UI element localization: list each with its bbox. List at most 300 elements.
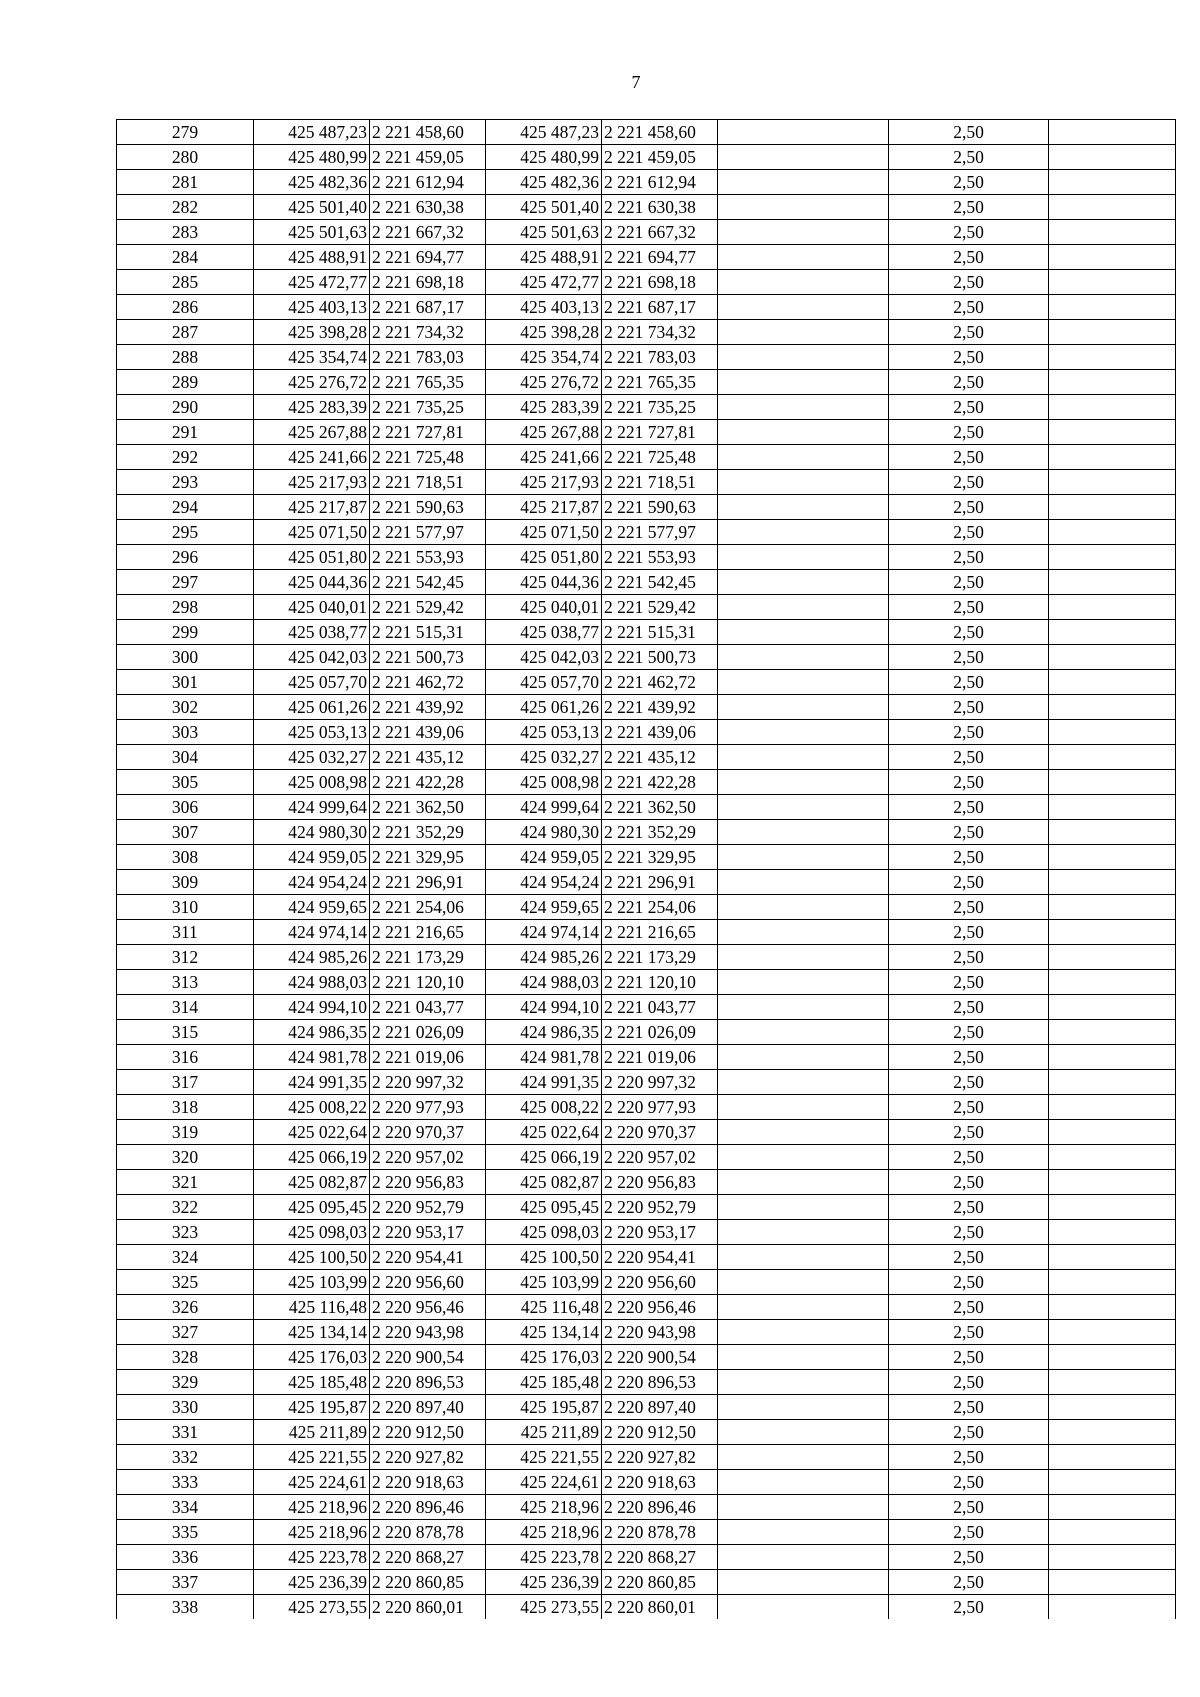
y-coordinate-cell: 2 221 553,93 (370, 545, 486, 570)
y-coordinate-cell: 2 220 970,37 (370, 1120, 486, 1145)
empty-cell (718, 1345, 889, 1370)
x-coordinate-cell: 425 501,40 (254, 195, 370, 220)
table-row (117, 1345, 1176, 1370)
y-coordinate-new-cell: 2 221 019,06 (602, 1045, 718, 1070)
empty-cell (718, 1545, 889, 1570)
y-coordinate-new-cell: 2 221 734,32 (602, 320, 718, 345)
accuracy-value-cell: 2,50 (889, 245, 1049, 270)
empty-cell (1049, 145, 1176, 170)
x-coordinate-new-cell: 425 482,36 (486, 170, 602, 195)
table-row (117, 770, 1176, 795)
y-coordinate-new-cell: 2 221 529,42 (602, 595, 718, 620)
empty-cell (718, 545, 889, 570)
y-coordinate-cell: 2 220 918,63 (370, 1470, 486, 1495)
x-coordinate-cell: 425 487,23 (254, 120, 370, 145)
x-coordinate-new-cell: 425 236,39 (486, 1570, 602, 1595)
x-coordinate-cell: 424 988,03 (254, 970, 370, 995)
empty-cell (718, 845, 889, 870)
x-coordinate-cell: 425 276,72 (254, 370, 370, 395)
x-coordinate-cell: 425 217,93 (254, 470, 370, 495)
x-coordinate-cell: 425 071,50 (254, 520, 370, 545)
x-coordinate-new-cell: 424 981,78 (486, 1045, 602, 1070)
x-coordinate-new-cell: 425 038,77 (486, 620, 602, 645)
table-row (117, 495, 1176, 520)
y-coordinate-cell: 2 221 727,81 (370, 420, 486, 445)
accuracy-value-cell: 2,50 (889, 1020, 1049, 1045)
y-coordinate-cell: 2 220 952,79 (370, 1195, 486, 1220)
coordinates-table (116, 119, 1176, 1619)
table-row (117, 870, 1176, 895)
x-coordinate-cell: 425 098,03 (254, 1220, 370, 1245)
y-coordinate-cell: 2 220 954,41 (370, 1245, 486, 1270)
table-row (117, 145, 1176, 170)
table-row (117, 370, 1176, 395)
y-coordinate-cell: 2 221 718,51 (370, 470, 486, 495)
empty-cell (718, 520, 889, 545)
empty-cell (1049, 1295, 1176, 1320)
y-coordinate-new-cell: 2 220 896,53 (602, 1370, 718, 1395)
y-coordinate-cell: 2 220 956,46 (370, 1295, 486, 1320)
accuracy-value-cell: 2,50 (889, 745, 1049, 770)
y-coordinate-cell: 2 221 329,95 (370, 845, 486, 870)
empty-cell (1049, 1070, 1176, 1095)
x-coordinate-new-cell: 425 066,19 (486, 1145, 602, 1170)
point-number-cell: 305 (117, 770, 254, 795)
point-number-cell: 336 (117, 1545, 254, 1570)
y-coordinate-cell: 2 221 515,31 (370, 620, 486, 645)
x-coordinate-cell: 425 032,27 (254, 745, 370, 770)
x-coordinate-new-cell: 424 985,26 (486, 945, 602, 970)
point-number-cell: 311 (117, 920, 254, 945)
point-number-cell: 289 (117, 370, 254, 395)
empty-cell (1049, 1395, 1176, 1420)
accuracy-value-cell: 2,50 (889, 120, 1049, 145)
x-coordinate-new-cell: 424 994,10 (486, 995, 602, 1020)
empty-cell (1049, 1595, 1176, 1620)
point-number-cell: 306 (117, 795, 254, 820)
empty-cell (1049, 745, 1176, 770)
table-row (117, 345, 1176, 370)
x-coordinate-new-cell: 425 103,99 (486, 1270, 602, 1295)
accuracy-value-cell: 2,50 (889, 1270, 1049, 1295)
empty-cell (718, 1570, 889, 1595)
empty-cell (718, 1370, 889, 1395)
empty-cell (1049, 1320, 1176, 1345)
point-number-cell: 298 (117, 595, 254, 620)
point-number-cell: 335 (117, 1520, 254, 1545)
coordinates-table-body (117, 120, 1176, 1620)
y-coordinate-cell: 2 221 687,17 (370, 295, 486, 320)
x-coordinate-new-cell: 424 988,03 (486, 970, 602, 995)
y-coordinate-new-cell: 2 221 590,63 (602, 495, 718, 520)
empty-cell (1049, 1545, 1176, 1570)
table-row (117, 1495, 1176, 1520)
x-coordinate-cell: 425 472,77 (254, 270, 370, 295)
x-coordinate-cell: 425 053,13 (254, 720, 370, 745)
point-number-cell: 310 (117, 895, 254, 920)
empty-cell (1049, 1195, 1176, 1220)
x-coordinate-new-cell: 425 057,70 (486, 670, 602, 695)
point-number-cell: 324 (117, 1245, 254, 1270)
empty-cell (718, 820, 889, 845)
y-coordinate-new-cell: 2 221 500,73 (602, 645, 718, 670)
point-number-cell: 315 (117, 1020, 254, 1045)
x-coordinate-new-cell: 425 042,03 (486, 645, 602, 670)
point-number-cell: 308 (117, 845, 254, 870)
point-number-cell: 326 (117, 1295, 254, 1320)
accuracy-value-cell: 2,50 (889, 1395, 1049, 1420)
y-coordinate-new-cell: 2 221 439,06 (602, 720, 718, 745)
x-coordinate-new-cell: 424 959,65 (486, 895, 602, 920)
point-number-cell: 282 (117, 195, 254, 220)
empty-cell (1049, 370, 1176, 395)
accuracy-value-cell: 2,50 (889, 720, 1049, 745)
empty-cell (718, 295, 889, 320)
x-coordinate-new-cell: 425 044,36 (486, 570, 602, 595)
y-coordinate-new-cell: 2 220 956,60 (602, 1270, 718, 1295)
point-number-cell: 296 (117, 545, 254, 570)
accuracy-value-cell: 2,50 (889, 495, 1049, 520)
point-number-cell: 320 (117, 1145, 254, 1170)
table-row (117, 445, 1176, 470)
y-coordinate-cell: 2 221 529,42 (370, 595, 486, 620)
y-coordinate-new-cell: 2 220 957,02 (602, 1145, 718, 1170)
y-coordinate-cell: 2 220 997,32 (370, 1070, 486, 1095)
y-coordinate-cell: 2 221 120,10 (370, 970, 486, 995)
empty-cell (718, 320, 889, 345)
y-coordinate-new-cell: 2 221 462,72 (602, 670, 718, 695)
y-coordinate-cell: 2 221 043,77 (370, 995, 486, 1020)
empty-cell (1049, 270, 1176, 295)
table-row (117, 320, 1176, 345)
x-coordinate-cell: 425 044,36 (254, 570, 370, 595)
accuracy-value-cell: 2,50 (889, 1195, 1049, 1220)
x-coordinate-new-cell: 425 008,22 (486, 1095, 602, 1120)
y-coordinate-new-cell: 2 220 953,17 (602, 1220, 718, 1245)
accuracy-value-cell: 2,50 (889, 170, 1049, 195)
empty-cell (1049, 320, 1176, 345)
empty-cell (718, 470, 889, 495)
x-coordinate-cell: 425 051,80 (254, 545, 370, 570)
y-coordinate-cell: 2 220 900,54 (370, 1345, 486, 1370)
x-coordinate-cell: 425 480,99 (254, 145, 370, 170)
x-coordinate-new-cell: 425 398,28 (486, 320, 602, 345)
empty-cell (1049, 720, 1176, 745)
empty-cell (718, 1270, 889, 1295)
x-coordinate-cell: 425 103,99 (254, 1270, 370, 1295)
accuracy-value-cell: 2,50 (889, 1320, 1049, 1345)
accuracy-value-cell: 2,50 (889, 1520, 1049, 1545)
table-row (117, 395, 1176, 420)
y-coordinate-new-cell: 2 221 515,31 (602, 620, 718, 645)
x-coordinate-new-cell: 425 217,87 (486, 495, 602, 520)
y-coordinate-new-cell: 2 221 459,05 (602, 145, 718, 170)
y-coordinate-cell: 2 220 897,40 (370, 1395, 486, 1420)
accuracy-value-cell: 2,50 (889, 1070, 1049, 1095)
empty-cell (718, 1095, 889, 1120)
y-coordinate-cell: 2 221 254,06 (370, 895, 486, 920)
y-coordinate-new-cell: 2 220 878,78 (602, 1520, 718, 1545)
table-row (117, 220, 1176, 245)
accuracy-value-cell: 2,50 (889, 1595, 1049, 1620)
x-coordinate-cell: 425 195,87 (254, 1395, 370, 1420)
x-coordinate-new-cell: 425 354,74 (486, 345, 602, 370)
x-coordinate-cell: 425 267,88 (254, 420, 370, 445)
empty-cell (1049, 795, 1176, 820)
accuracy-value-cell: 2,50 (889, 1420, 1049, 1445)
table-row (117, 695, 1176, 720)
empty-cell (718, 1595, 889, 1620)
y-coordinate-new-cell: 2 221 422,28 (602, 770, 718, 795)
table-row (117, 1370, 1176, 1395)
empty-cell (718, 1195, 889, 1220)
empty-cell (718, 695, 889, 720)
y-coordinate-cell: 2 221 462,72 (370, 670, 486, 695)
empty-cell (1049, 445, 1176, 470)
point-number-cell: 331 (117, 1420, 254, 1445)
x-coordinate-new-cell: 425 040,01 (486, 595, 602, 620)
table-row (117, 595, 1176, 620)
x-coordinate-cell: 425 218,96 (254, 1495, 370, 1520)
table-row (117, 1595, 1176, 1620)
y-coordinate-cell: 2 220 943,98 (370, 1320, 486, 1345)
y-coordinate-cell: 2 221 725,48 (370, 445, 486, 470)
x-coordinate-new-cell: 424 991,35 (486, 1070, 602, 1095)
accuracy-value-cell: 2,50 (889, 1495, 1049, 1520)
point-number-cell: 287 (117, 320, 254, 345)
empty-cell (1049, 170, 1176, 195)
y-coordinate-new-cell: 2 220 897,40 (602, 1395, 718, 1420)
table-row (117, 1520, 1176, 1545)
empty-cell (718, 1395, 889, 1420)
y-coordinate-new-cell: 2 221 553,93 (602, 545, 718, 570)
accuracy-value-cell: 2,50 (889, 370, 1049, 395)
y-coordinate-new-cell: 2 220 977,93 (602, 1095, 718, 1120)
x-coordinate-new-cell: 425 241,66 (486, 445, 602, 470)
point-number-cell: 283 (117, 220, 254, 245)
point-number-cell: 292 (117, 445, 254, 470)
point-number-cell: 321 (117, 1170, 254, 1195)
empty-cell (718, 720, 889, 745)
y-coordinate-new-cell: 2 221 577,97 (602, 520, 718, 545)
y-coordinate-cell: 2 221 459,05 (370, 145, 486, 170)
empty-cell (718, 270, 889, 295)
accuracy-value-cell: 2,50 (889, 1145, 1049, 1170)
y-coordinate-new-cell: 2 221 043,77 (602, 995, 718, 1020)
x-coordinate-new-cell: 425 022,64 (486, 1120, 602, 1145)
x-coordinate-new-cell: 425 195,87 (486, 1395, 602, 1420)
y-coordinate-new-cell: 2 221 026,09 (602, 1020, 718, 1045)
empty-cell (718, 770, 889, 795)
x-coordinate-cell: 424 985,26 (254, 945, 370, 970)
empty-cell (1049, 695, 1176, 720)
empty-cell (718, 745, 889, 770)
x-coordinate-cell: 425 042,03 (254, 645, 370, 670)
accuracy-value-cell: 2,50 (889, 620, 1049, 645)
y-coordinate-new-cell: 2 220 952,79 (602, 1195, 718, 1220)
x-coordinate-cell: 425 185,48 (254, 1370, 370, 1395)
accuracy-value-cell: 2,50 (889, 1245, 1049, 1270)
table-row (117, 245, 1176, 270)
y-coordinate-new-cell: 2 221 542,45 (602, 570, 718, 595)
x-coordinate-cell: 425 273,55 (254, 1595, 370, 1620)
x-coordinate-cell: 424 981,78 (254, 1045, 370, 1070)
x-coordinate-cell: 425 403,13 (254, 295, 370, 320)
empty-cell (1049, 1570, 1176, 1595)
y-coordinate-cell: 2 220 878,78 (370, 1520, 486, 1545)
table-row (117, 820, 1176, 845)
accuracy-value-cell: 2,50 (889, 670, 1049, 695)
empty-cell (718, 1170, 889, 1195)
page-number: 7 (631, 72, 641, 92)
empty-cell (1049, 420, 1176, 445)
table-row (117, 1020, 1176, 1045)
accuracy-value-cell: 2,50 (889, 970, 1049, 995)
x-coordinate-cell: 425 008,22 (254, 1095, 370, 1120)
point-number-cell: 295 (117, 520, 254, 545)
empty-cell (718, 595, 889, 620)
y-coordinate-cell: 2 221 783,03 (370, 345, 486, 370)
table-row (117, 1570, 1176, 1595)
y-coordinate-new-cell: 2 221 329,95 (602, 845, 718, 870)
table-row (117, 945, 1176, 970)
y-coordinate-new-cell: 2 220 954,41 (602, 1245, 718, 1270)
x-coordinate-cell: 425 022,64 (254, 1120, 370, 1145)
x-coordinate-cell: 425 066,19 (254, 1145, 370, 1170)
accuracy-value-cell: 2,50 (889, 295, 1049, 320)
table-row (117, 570, 1176, 595)
empty-cell (1049, 1245, 1176, 1270)
accuracy-value-cell: 2,50 (889, 145, 1049, 170)
empty-cell (718, 895, 889, 920)
accuracy-value-cell: 2,50 (889, 395, 1049, 420)
empty-cell (1049, 1220, 1176, 1245)
accuracy-value-cell: 2,50 (889, 520, 1049, 545)
y-coordinate-cell: 2 220 977,93 (370, 1095, 486, 1120)
x-coordinate-cell: 425 482,36 (254, 170, 370, 195)
accuracy-value-cell: 2,50 (889, 645, 1049, 670)
accuracy-value-cell: 2,50 (889, 870, 1049, 895)
x-coordinate-cell: 425 236,39 (254, 1570, 370, 1595)
accuracy-value-cell: 2,50 (889, 570, 1049, 595)
y-coordinate-cell: 2 220 927,82 (370, 1445, 486, 1470)
point-number-cell: 314 (117, 995, 254, 1020)
empty-cell (718, 1120, 889, 1145)
y-coordinate-new-cell: 2 220 956,83 (602, 1170, 718, 1195)
point-number-cell: 290 (117, 395, 254, 420)
y-coordinate-new-cell: 2 221 727,81 (602, 420, 718, 445)
x-coordinate-cell: 425 354,74 (254, 345, 370, 370)
accuracy-value-cell: 2,50 (889, 1120, 1049, 1145)
empty-cell (718, 670, 889, 695)
x-coordinate-cell: 425 040,01 (254, 595, 370, 620)
point-number-cell: 286 (117, 295, 254, 320)
point-number-cell: 309 (117, 870, 254, 895)
x-coordinate-new-cell: 425 051,80 (486, 545, 602, 570)
accuracy-value-cell: 2,50 (889, 470, 1049, 495)
accuracy-value-cell: 2,50 (889, 1220, 1049, 1245)
empty-cell (718, 995, 889, 1020)
empty-cell (1049, 1445, 1176, 1470)
point-number-cell: 307 (117, 820, 254, 845)
point-number-cell: 334 (117, 1495, 254, 1520)
table-row (117, 1220, 1176, 1245)
x-coordinate-cell: 425 217,87 (254, 495, 370, 520)
x-coordinate-new-cell: 425 221,55 (486, 1445, 602, 1470)
empty-cell (1049, 295, 1176, 320)
point-number-cell: 279 (117, 120, 254, 145)
y-coordinate-new-cell: 2 221 630,38 (602, 195, 718, 220)
empty-cell (718, 570, 889, 595)
x-coordinate-cell: 425 241,66 (254, 445, 370, 470)
x-coordinate-cell: 425 398,28 (254, 320, 370, 345)
y-coordinate-new-cell: 2 221 216,65 (602, 920, 718, 945)
y-coordinate-new-cell: 2 220 868,27 (602, 1545, 718, 1570)
x-coordinate-new-cell: 425 218,96 (486, 1520, 602, 1545)
point-number-cell: 317 (117, 1070, 254, 1095)
point-number-cell: 323 (117, 1220, 254, 1245)
empty-cell (1049, 1020, 1176, 1045)
empty-cell (1049, 670, 1176, 695)
empty-cell (1049, 495, 1176, 520)
y-coordinate-cell: 2 220 956,83 (370, 1170, 486, 1195)
accuracy-value-cell: 2,50 (889, 1370, 1049, 1395)
empty-cell (718, 1445, 889, 1470)
table-row (117, 645, 1176, 670)
accuracy-value-cell: 2,50 (889, 1095, 1049, 1120)
point-number-cell: 304 (117, 745, 254, 770)
empty-cell (1049, 820, 1176, 845)
x-coordinate-cell: 424 994,10 (254, 995, 370, 1020)
x-coordinate-cell: 425 082,87 (254, 1170, 370, 1195)
y-coordinate-new-cell: 2 221 783,03 (602, 345, 718, 370)
table-row (117, 970, 1176, 995)
y-coordinate-cell: 2 221 734,32 (370, 320, 486, 345)
empty-cell (1049, 1270, 1176, 1295)
x-coordinate-cell: 425 057,70 (254, 670, 370, 695)
x-coordinate-cell: 424 974,14 (254, 920, 370, 945)
x-coordinate-cell: 424 986,35 (254, 1020, 370, 1045)
x-coordinate-new-cell: 425 008,98 (486, 770, 602, 795)
x-coordinate-new-cell: 425 480,99 (486, 145, 602, 170)
table-row (117, 270, 1176, 295)
y-coordinate-cell: 2 221 500,73 (370, 645, 486, 670)
y-coordinate-new-cell: 2 220 943,98 (602, 1320, 718, 1345)
x-coordinate-new-cell: 425 100,50 (486, 1245, 602, 1270)
table-row (117, 1445, 1176, 1470)
empty-cell (1049, 845, 1176, 870)
y-coordinate-cell: 2 220 956,60 (370, 1270, 486, 1295)
x-coordinate-new-cell: 425 217,93 (486, 470, 602, 495)
table-row (117, 1545, 1176, 1570)
x-coordinate-new-cell: 425 053,13 (486, 720, 602, 745)
point-number-cell: 284 (117, 245, 254, 270)
x-coordinate-new-cell: 424 954,24 (486, 870, 602, 895)
empty-cell (1049, 770, 1176, 795)
empty-cell (1049, 620, 1176, 645)
empty-cell (718, 420, 889, 445)
x-coordinate-cell: 425 223,78 (254, 1545, 370, 1570)
y-coordinate-cell: 2 220 868,27 (370, 1545, 486, 1570)
y-coordinate-new-cell: 2 220 860,01 (602, 1595, 718, 1620)
accuracy-value-cell: 2,50 (889, 695, 1049, 720)
x-coordinate-new-cell: 425 488,91 (486, 245, 602, 270)
x-coordinate-cell: 425 221,55 (254, 1445, 370, 1470)
empty-cell (718, 945, 889, 970)
point-number-cell: 285 (117, 270, 254, 295)
x-coordinate-new-cell: 425 224,61 (486, 1470, 602, 1495)
y-coordinate-cell: 2 220 912,50 (370, 1420, 486, 1445)
